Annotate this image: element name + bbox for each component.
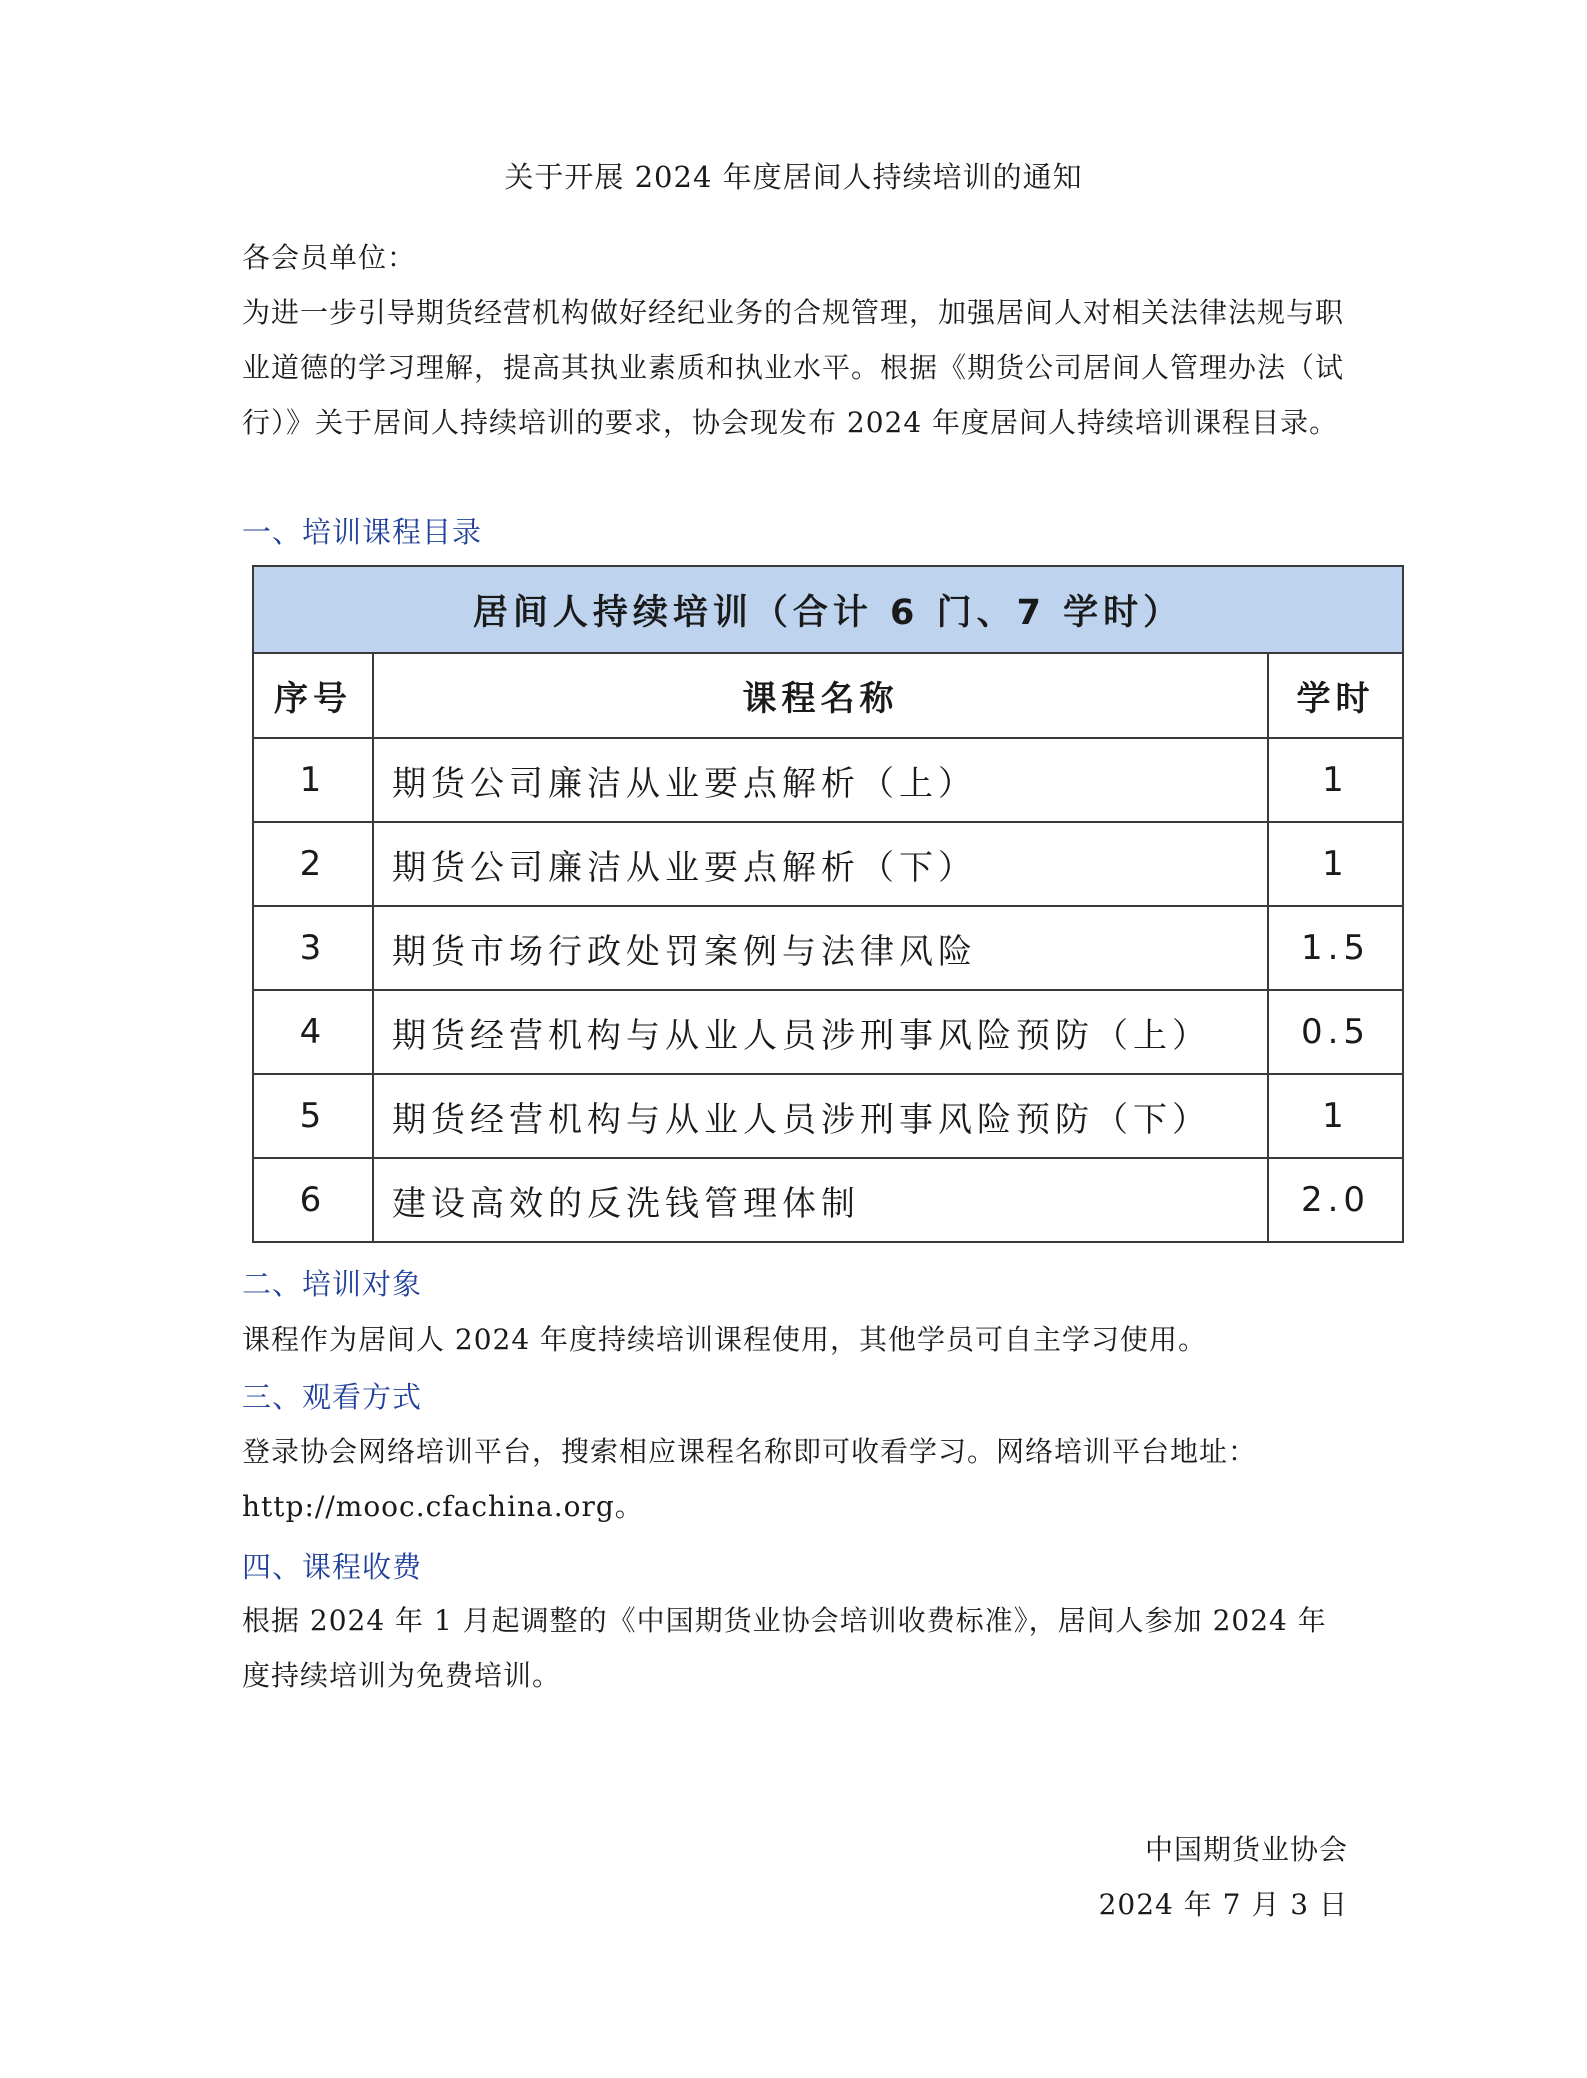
fee-paragraph: 根据 2024 年 1 月起调整的《中国期货业协会培训收费标准》，居间人参加 2024 年度持续培训为免费培训。: [242, 1604, 1327, 1692]
row-hours: 1.5: [1268, 906, 1403, 990]
viewing-paragraph: 登录协会网络培训平台，搜索相应课程名称即可收看学习。网络培训平台地址：http://mooc.cfachina.org。: [242, 1435, 1258, 1523]
header-hours: 学时: [1268, 653, 1403, 738]
signature-date: 2024 年 7 月 3 日: [1098, 1888, 1348, 1921]
table-row: [253, 990, 1403, 1074]
header-name: 课程名称: [373, 653, 1268, 738]
row-name: 建设高效的反洗钱管理体制: [373, 1158, 1268, 1242]
row-no: 1: [253, 738, 373, 822]
row-name: 期货公司廉洁从业要点解析（下）: [373, 822, 1268, 906]
header-no: 序号: [253, 653, 373, 738]
row-hours: 1: [1268, 738, 1403, 822]
table-row: [253, 1074, 1403, 1158]
document-title: 关于开展 2024 年度居间人持续培训的通知: [504, 160, 1083, 194]
row-hours: 0.5: [1268, 990, 1403, 1074]
row-name: 期货经营机构与从业人员涉刑事风险预防（上）: [373, 990, 1268, 1074]
row-no: 3: [253, 906, 373, 990]
table-banner: 居间人持续培训（合计 6 门、7 学时）: [253, 566, 1403, 653]
row-hours: 1: [1268, 1074, 1403, 1158]
row-hours: 2.0: [1268, 1158, 1403, 1242]
course-table: [252, 565, 1404, 1243]
row-no: 4: [253, 990, 373, 1074]
table-row: [253, 1158, 1403, 1242]
intro-paragraph: 为进一步引导期货经营机构做好经纪业务的合规管理，加强居间人对相关法律法规与职业道德的学习理解，提高其执业素质和执业水平。根据《期货公司居间人管理办法（试行）》关于居间人持续培训的要求，协会现发布 2024 年度居间人持续培训课程目录。: [242, 296, 1345, 439]
target-paragraph: 课程作为居间人 2024 年度持续培训课程使用，其他学员可自主学习使用。: [242, 1323, 1208, 1356]
row-name: 期货市场行政处罚案例与法律风险: [373, 906, 1268, 990]
row-no: 2: [253, 822, 373, 906]
row-no: 5: [253, 1074, 373, 1158]
row-name: 期货公司廉洁从业要点解析（上）: [373, 738, 1268, 822]
row-no: 6: [253, 1158, 373, 1242]
section-heading-target: 二、培训对象: [242, 1267, 423, 1301]
signature-organization: 中国期货业协会: [1144, 1833, 1348, 1866]
salutation: 各会员单位：: [242, 241, 417, 274]
table-row: [253, 822, 1403, 906]
row-name: 期货经营机构与从业人员涉刑事风险预防（下）: [373, 1074, 1268, 1158]
row-hours: 1: [1268, 822, 1403, 906]
table-row: [253, 738, 1403, 822]
section-heading-catalog: 一、培训课程目录: [242, 515, 483, 549]
section-heading-viewing: 三、观看方式: [242, 1380, 423, 1414]
section-heading-fee: 四、课程收费: [242, 1550, 423, 1584]
table-row: [253, 906, 1403, 990]
